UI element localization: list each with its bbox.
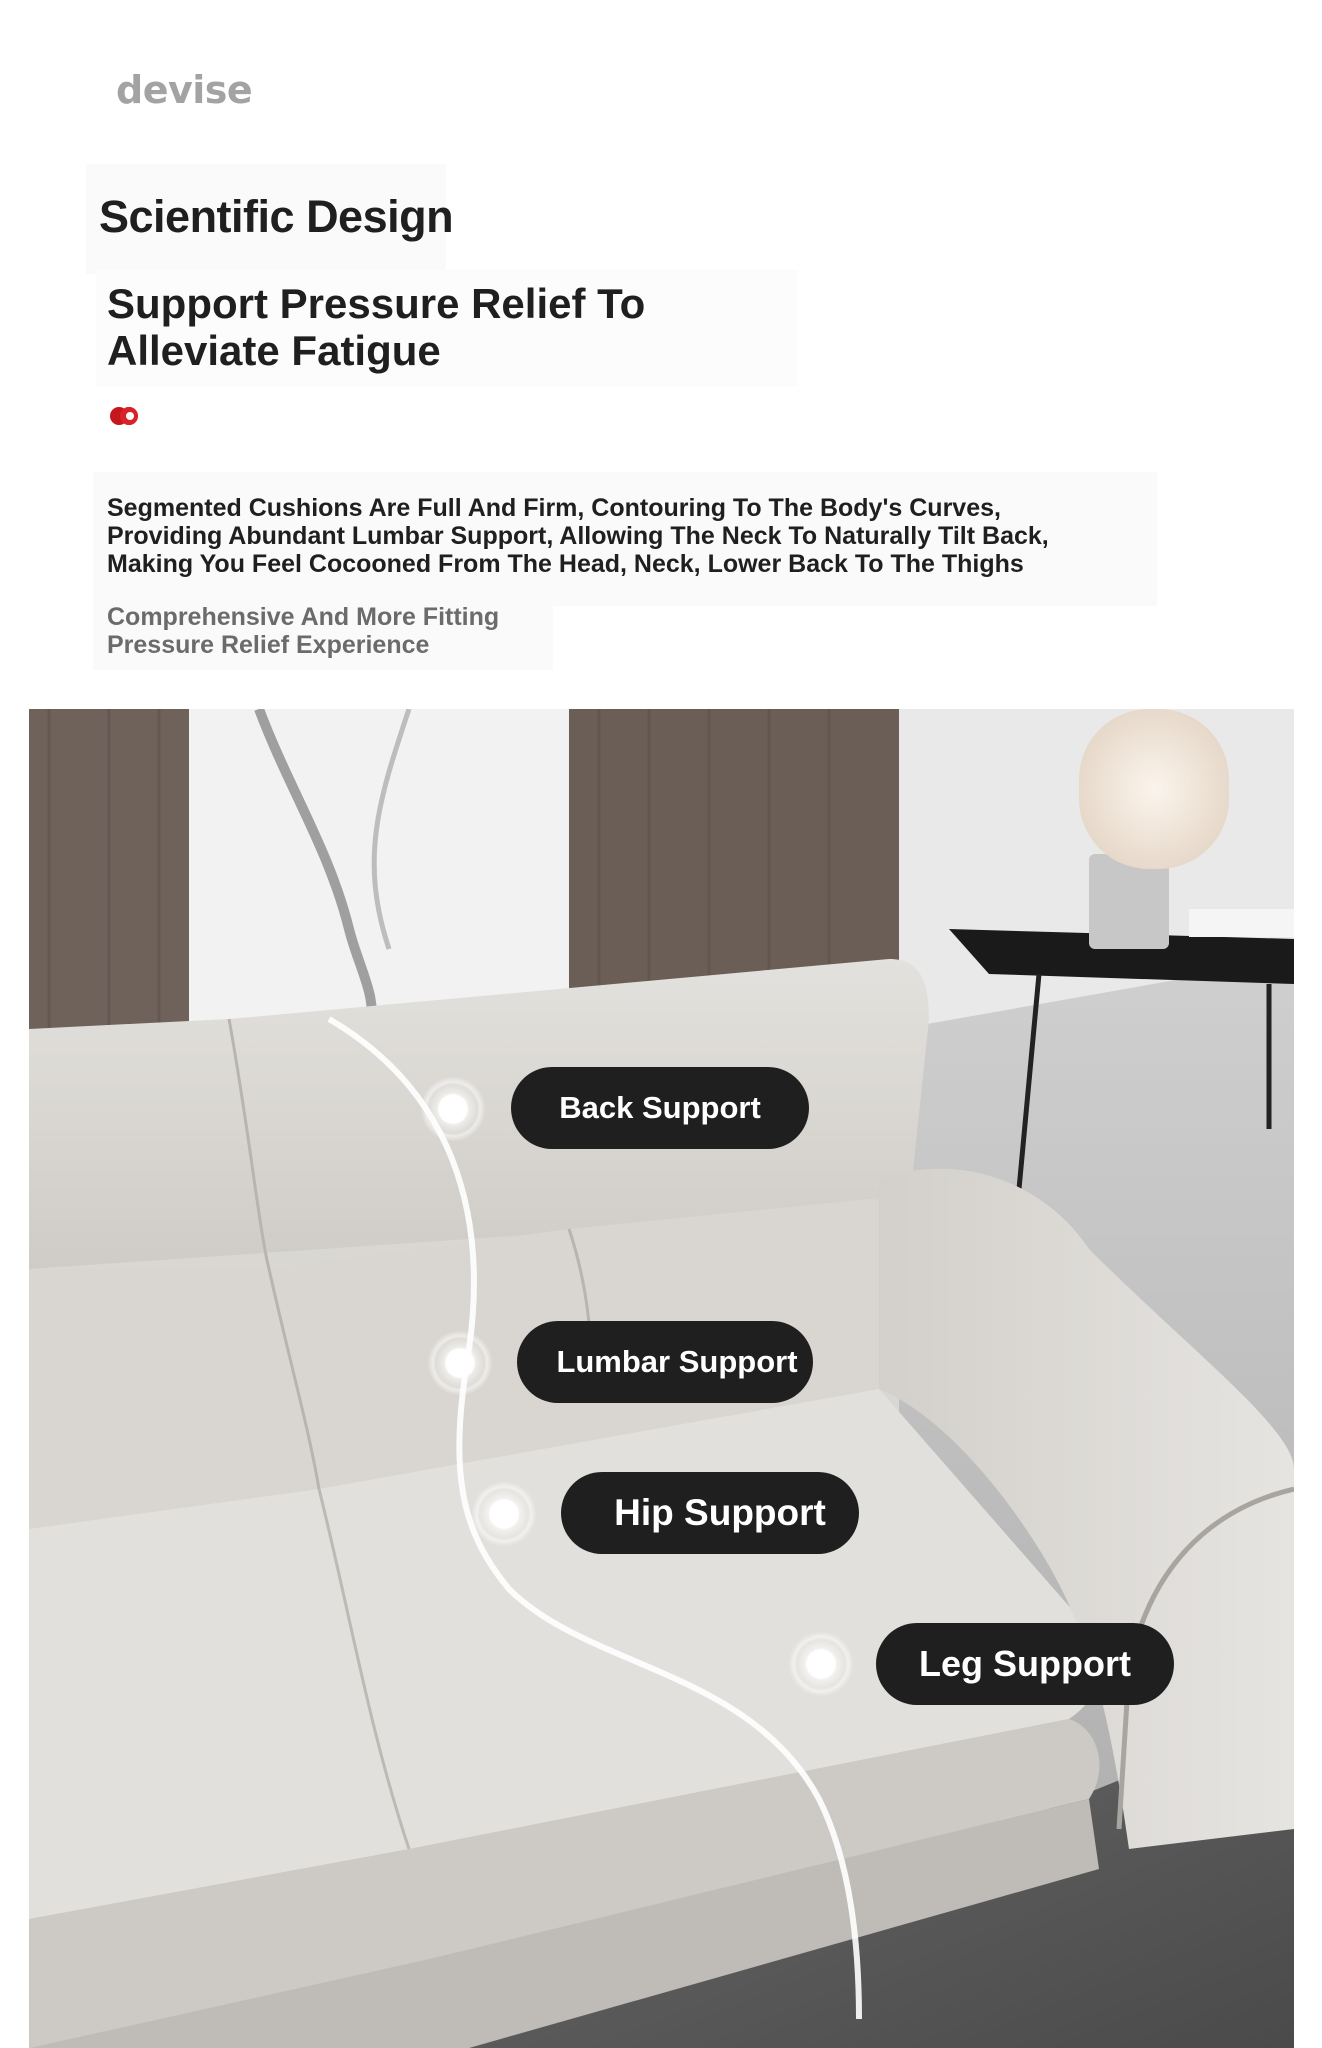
back-hotspot-icon[interactable] <box>420 1076 486 1142</box>
toggle-icon <box>110 407 138 425</box>
description-text <box>107 494 1167 578</box>
hip-support-label[interactable]: Hip Support <box>561 1472 859 1554</box>
hip-hotspot-icon[interactable] <box>471 1481 537 1547</box>
description-line-1: Segmented Cushions Are Full And Firm, Contouring To The Body's Curves, <box>107 494 1001 522</box>
description-line-2: Providing Abundant Lumbar Support, Allowing The Neck To Naturally Tilt Back, <box>107 522 1049 550</box>
note-text <box>107 603 547 659</box>
page-title: Scientific Design <box>99 191 454 242</box>
leg-support-label[interactable]: Leg Support <box>876 1623 1174 1705</box>
brand-logo: devise <box>116 68 253 112</box>
back-support-label[interactable]: Back Support <box>511 1067 809 1149</box>
subtitle-line-2: Alleviate Fatigue <box>107 327 441 374</box>
note-line-1: Comprehensive And More Fitting <box>107 603 500 631</box>
note-line-2: Pressure Relief Experience <box>107 631 430 659</box>
subtitle-line-1: Support Pressure Relief To <box>107 280 646 327</box>
leg-hotspot-icon[interactable] <box>788 1631 854 1697</box>
description-line-3: Making You Feel Cocooned From The Head, Neck, Lower Back To The Thighs <box>107 550 1024 578</box>
lumbar-hotspot-icon[interactable] <box>427 1330 493 1396</box>
page-subtitle <box>107 280 727 374</box>
lumbar-support-label[interactable]: Lumbar Support <box>517 1321 813 1403</box>
